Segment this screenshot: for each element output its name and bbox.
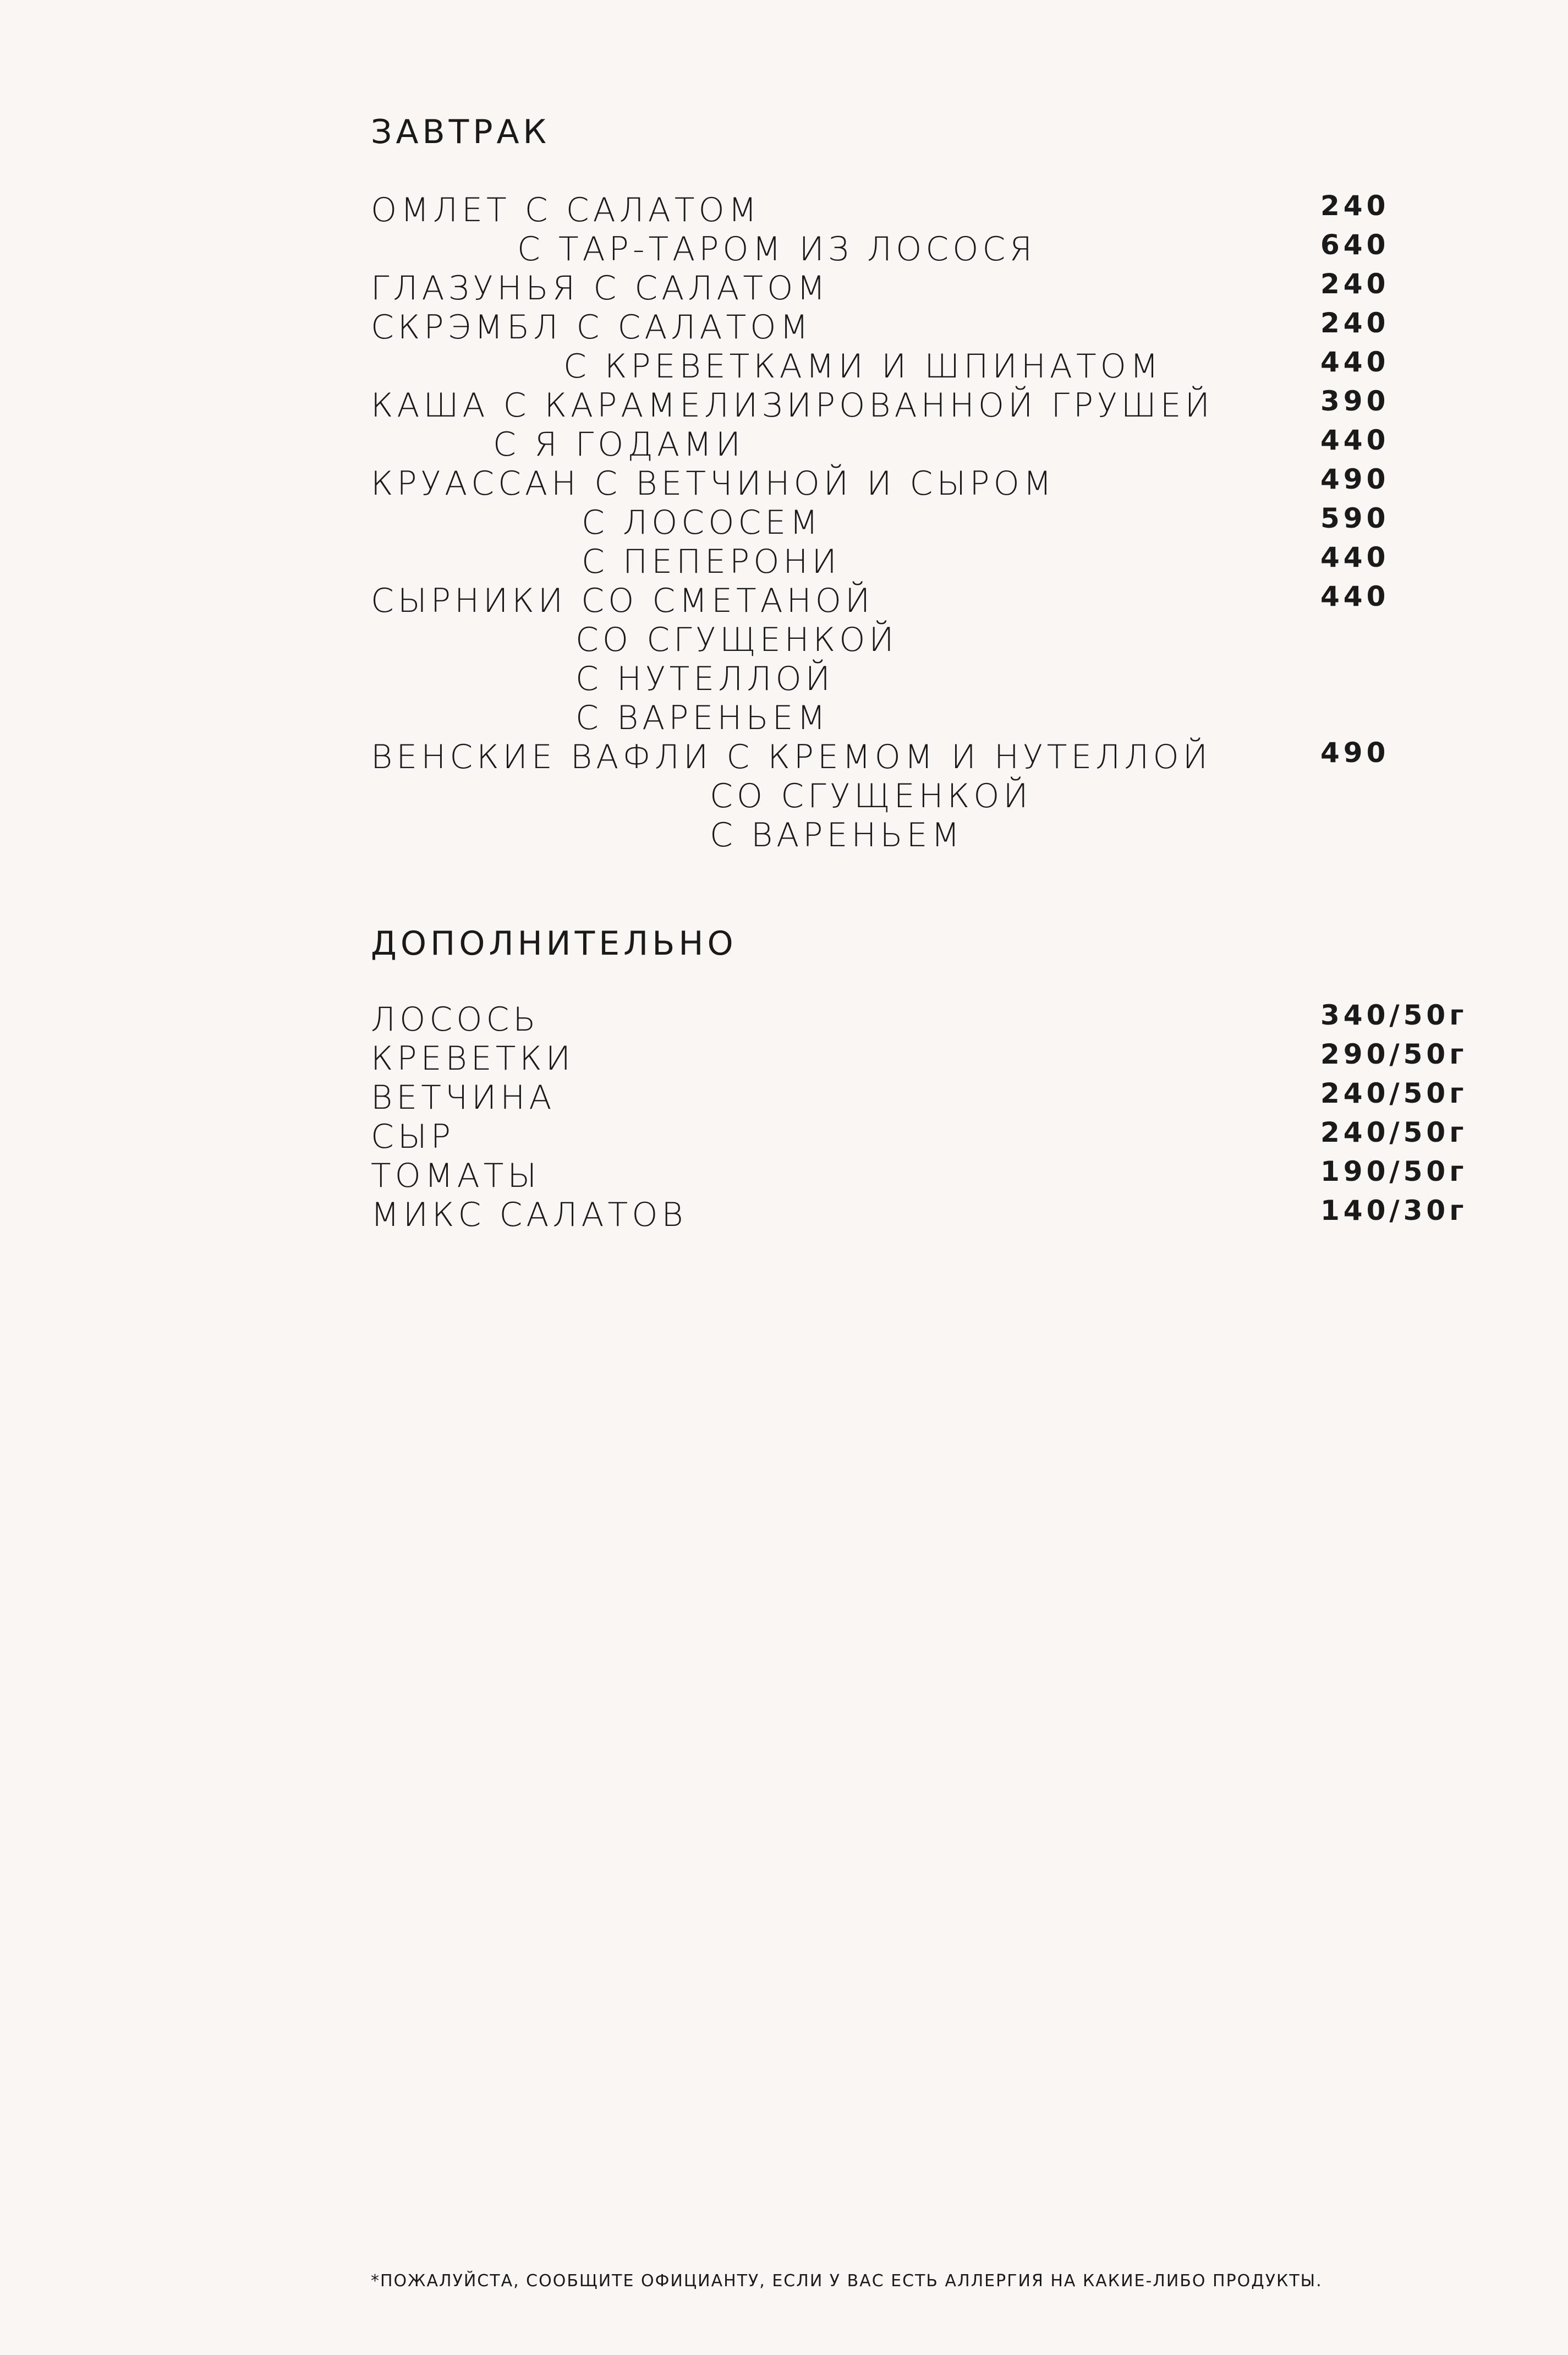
breakfast-list	[371, 191, 1510, 855]
menu-item	[371, 1078, 1510, 1118]
item-name: ГЛАЗУНЬЯ С САЛАТОМ	[371, 269, 830, 308]
item-name: СКРЭМБЛ С САЛАТОМ	[371, 308, 813, 347]
item-price: 240	[1320, 307, 1390, 339]
menu-item	[371, 699, 1510, 738]
item-name: С НУТЕЛЛОЙ	[575, 660, 834, 698]
breakfast-title: ЗАВТРАК	[371, 113, 551, 151]
menu-item	[371, 464, 1510, 503]
item-name: СО СГУЩЕНКОЙ	[710, 777, 1032, 815]
menu-item	[371, 777, 1510, 816]
item-price: 490	[1320, 463, 1390, 495]
item-name: СЫР	[371, 1118, 455, 1156]
extras-list	[371, 1000, 1510, 1235]
item-price: 240/50г	[1320, 1116, 1468, 1148]
menu-item	[371, 582, 1510, 621]
item-name: ТОМАТЫ	[371, 1157, 541, 1195]
menu-item	[371, 503, 1510, 543]
item-price: 590	[1320, 502, 1390, 534]
item-price: 240	[1320, 190, 1390, 222]
menu-item	[371, 425, 1510, 464]
menu-item	[371, 543, 1510, 582]
allergy-footnote: *ПОЖАЛУЙСТА, СООБЩИТЕ ОФИЦИАНТУ, ЕСЛИ У ВАС ЕСТЬ АЛЛЕРГИЯ НА КАКИЕ-ЛИБО ПРОДУКТЫ.	[371, 2271, 1323, 2291]
item-price: 440	[1320, 580, 1390, 612]
extras-title: ДОПОЛНИТЕЛЬНО	[371, 924, 737, 963]
item-price: 190/50г	[1320, 1155, 1468, 1187]
item-price: 640	[1320, 229, 1390, 261]
item-name: КРУАССАН С ВЕТЧИНОЙ И СЫРОМ	[371, 464, 1056, 503]
item-price: 240	[1320, 268, 1390, 300]
item-name: ВЕТЧИНА	[371, 1078, 556, 1117]
menu-item	[371, 230, 1510, 269]
item-price: 140/30г	[1320, 1195, 1468, 1226]
menu-item	[371, 1196, 1510, 1235]
item-name: С ПЕПЕРОНИ	[582, 543, 841, 581]
item-name: СО СГУЩЕНКОЙ	[575, 621, 898, 659]
menu-item	[371, 1000, 1510, 1039]
menu-item	[371, 1039, 1510, 1078]
item-name: ВЕНСКИЕ ВАФЛИ С КРЕМОМ И НУТЕЛЛОЙ	[371, 738, 1212, 776]
item-name: С ЛОСОСЕМ	[582, 503, 823, 542]
item-name: С ТАР-ТАРОМ ИЗ ЛОСОСЯ	[517, 230, 1037, 269]
item-price: 440	[1320, 424, 1390, 456]
menu-item	[371, 621, 1510, 660]
menu-item	[371, 191, 1510, 230]
item-name: КРЕВЕТКИ	[371, 1039, 575, 1078]
menu-item	[371, 816, 1510, 855]
item-name: СЫРНИКИ СО СМЕТАНОЙ	[371, 582, 874, 620]
item-price: 490	[1320, 737, 1390, 769]
item-price: 440	[1320, 541, 1390, 573]
menu-item	[371, 308, 1510, 347]
item-price: 340/50г	[1320, 999, 1468, 1031]
item-name: С Я ГОДАМИ	[493, 425, 745, 464]
item-price: 290/50г	[1320, 1038, 1468, 1070]
item-price: 390	[1320, 385, 1390, 417]
menu-item	[371, 347, 1510, 386]
item-name: КАША С КАРАМЕЛИЗИРОВАННОЙ ГРУШЕЙ	[371, 386, 1214, 425]
menu-item	[371, 1118, 1510, 1157]
item-name: ЛОСОСЬ	[371, 1000, 540, 1039]
menu-item	[371, 738, 1510, 777]
menu-item	[371, 386, 1510, 425]
item-name: ОМЛЕТ С САЛАТОМ	[371, 191, 761, 229]
item-name: МИКС САЛАТОВ	[371, 1196, 687, 1234]
menu-item	[371, 1157, 1510, 1196]
item-name: С ВАРЕНЬЕМ	[710, 816, 964, 855]
item-name: С ВАРЕНЬЕМ	[575, 699, 830, 737]
menu-item	[371, 269, 1510, 308]
item-name: С КРЕВЕТКАМИ И ШПИНАТОМ	[563, 347, 1163, 386]
item-price: 240/50г	[1320, 1077, 1468, 1109]
menu-item	[371, 660, 1510, 699]
item-price: 440	[1320, 346, 1390, 378]
